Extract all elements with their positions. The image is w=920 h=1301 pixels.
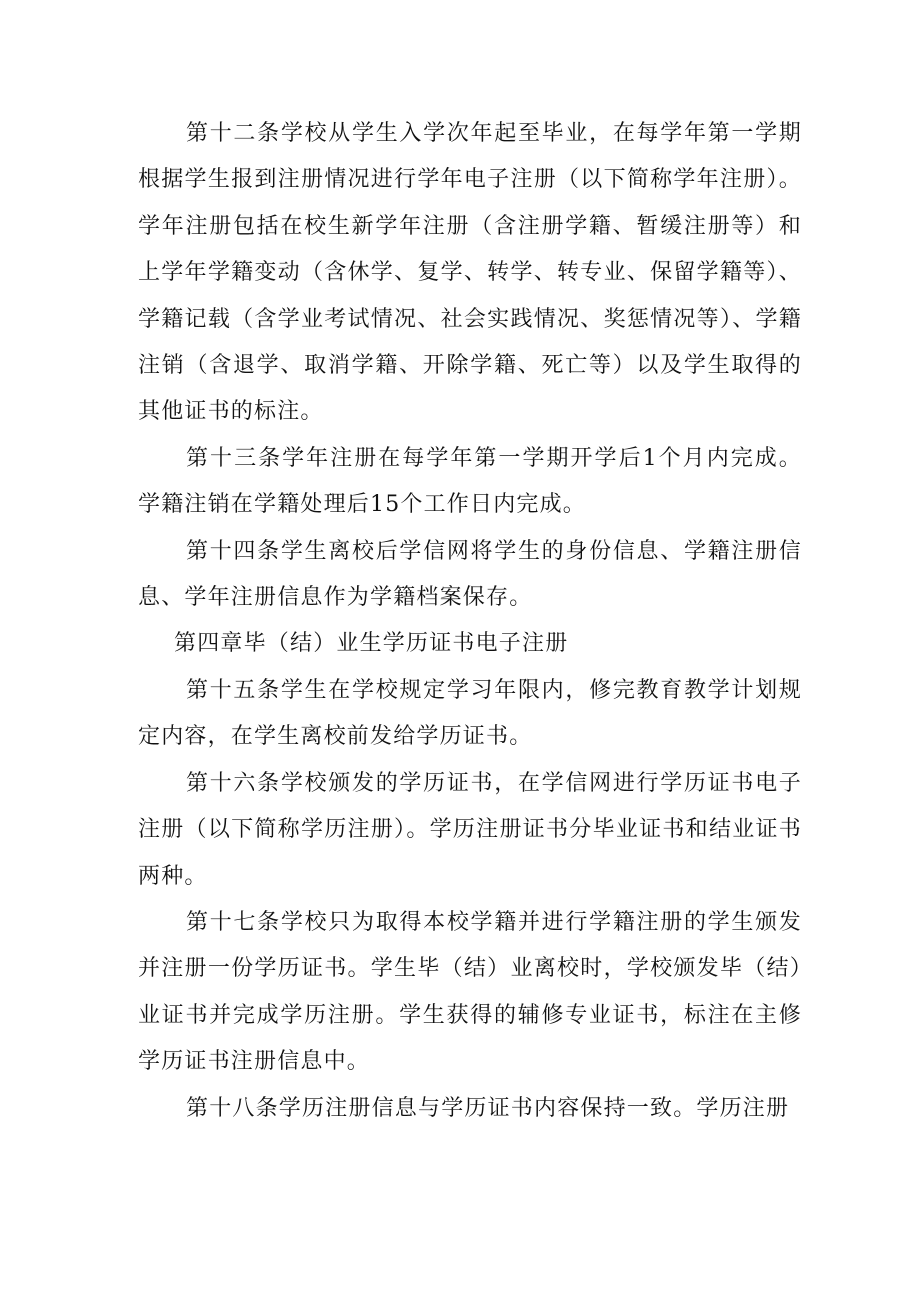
article-12: 第十二条学校从学生入学次年起至毕业，在每学年第一学期根据学生报到注册情况进行学年电子注册（以下简称学年注册）。学年注册包括在校生新学年注册（含注册学籍、暂缓注册等）和上学年学籍变动（含休学、复学、转学、转专业、保留学籍等）、学籍记载（含学业考试情况、社会实践情况、奖惩情况等）、学籍注销（含退学、取消学籍、开除学籍、死亡等）以及学生取得的其他证书的标注。 xyxy=(138,121,802,425)
chapter-4-heading: 第四章毕（结）业生学历证书电子注册 xyxy=(174,631,569,657)
article-17: 第十七条学校只为取得本校学籍并进行学籍注册的学生颁发并注册一份学历证书。学生毕（结）业离校时，学校颁发毕（结）业证书并完成学历注册。学生获得的辅修专业证书，标注在主修学历证书注册信息中。 xyxy=(138,909,802,1075)
article-14: 第十四条学生离校后学信网将学生的身份信息、学籍注册信息、学年注册信息作为学籍档案保存。 xyxy=(138,538,802,611)
article-15: 第十五条学生在学校规定学习年限内，修完教育教学计划规定内容，在学生离校前发给学历证书。 xyxy=(138,677,802,750)
document-body xyxy=(138,111,802,1132)
article-13: 第十三条学年注册在每学年第一学期开学后1个月内完成。学籍注销在学籍处理后15个工作日内完成。 xyxy=(138,445,802,518)
article-16: 第十六条学校颁发的学历证书，在学信网进行学历证书电子注册（以下简称学历注册）。学历注册证书分毕业证书和结业证书两种。 xyxy=(138,770,802,889)
article-18: 第十八条学历注册信息与学历证书内容保持一致。学历注册 xyxy=(186,1095,790,1121)
